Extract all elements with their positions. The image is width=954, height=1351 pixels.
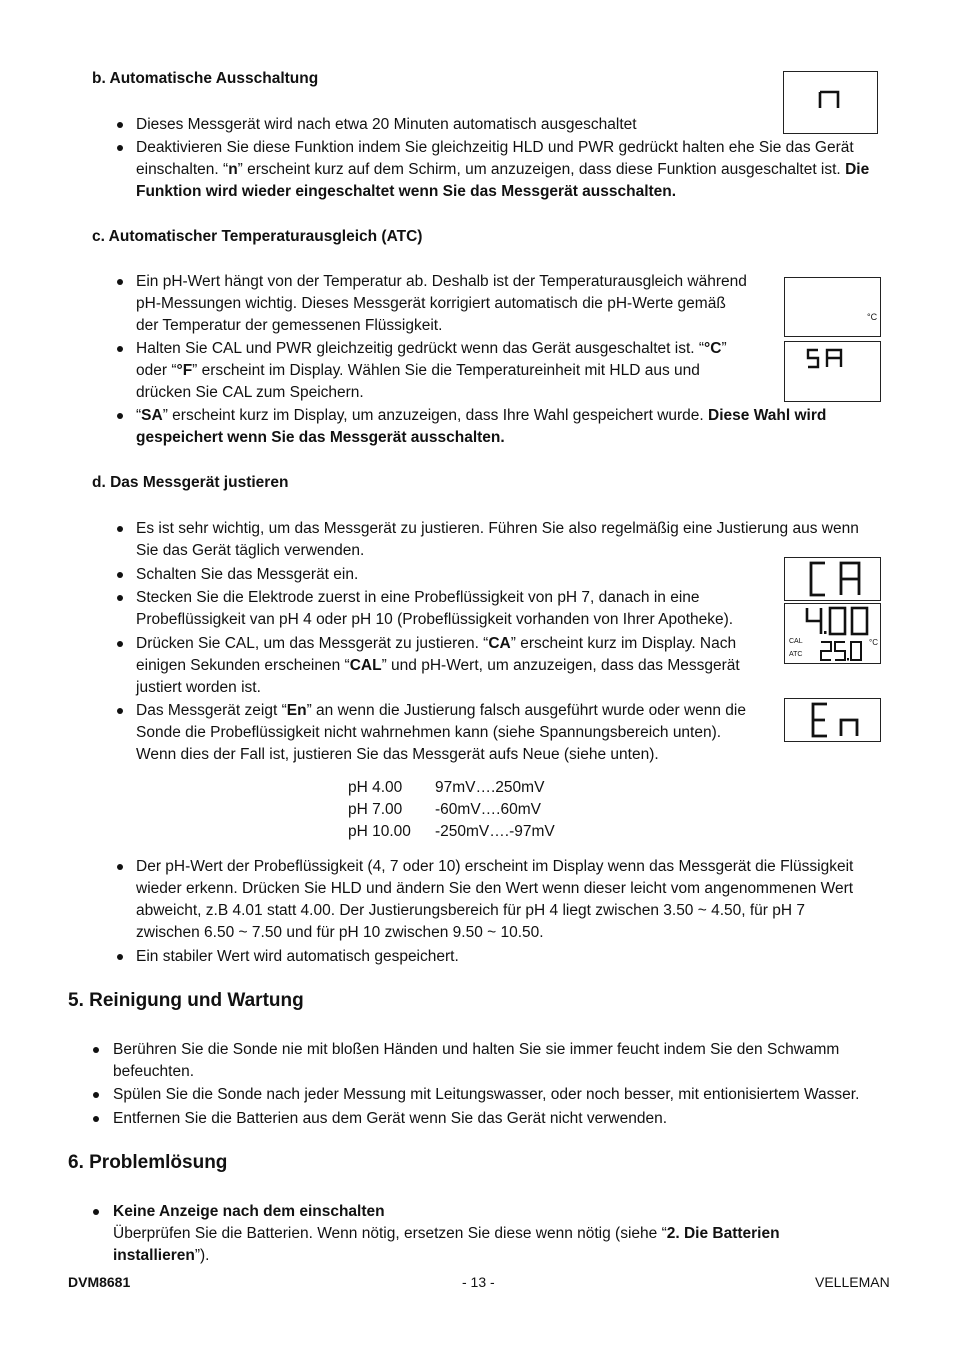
section-b-heading: b. Automatische Ausschaltung bbox=[92, 70, 319, 87]
lcd-display-en bbox=[784, 698, 881, 742]
bullet-dot bbox=[93, 1116, 99, 1122]
section-c-bullet-1-line-2: pH-Messungen wichtig. Dieses Messgerät korrigiert automatisch die pH-Werte gemäß bbox=[136, 295, 726, 312]
bullet-dot bbox=[117, 122, 123, 128]
section-d-bullet-5-line-3: Wenn dies der Fall ist, justieren Sie das Messgerät aufs Neue (siehe unten). bbox=[136, 746, 659, 763]
section-d-bullet-1-line-1: Es ist sehr wichtig, um das Messgerät zu justieren. Führen Sie also regelmäßig eine Justierung aus wenn bbox=[136, 520, 859, 537]
section-d-bullet-6-line-1: Der pH-Wert der Probeflüssigkeit (4, 7 oder 10) erscheint im Display wenn das Messgerät die Flüssigkeit bbox=[136, 858, 854, 875]
lcd-display-n bbox=[783, 71, 878, 134]
section-5-heading: 5. Reinigung und Wartung bbox=[68, 990, 304, 1011]
lcd-segment-ca bbox=[785, 558, 882, 602]
section-c-bullet-2-line-2: oder “°F” erscheint im Display. Wählen Sie die Temperatureinheit mit HLD aus und bbox=[136, 362, 700, 379]
section-d-bullet-4-line-3: justiert worden ist. bbox=[136, 679, 261, 696]
table-ph: pH 7.00 bbox=[348, 801, 403, 818]
lcd-atc-label: ATC bbox=[789, 651, 803, 658]
footer-page-number: - 13 - bbox=[462, 1274, 495, 1290]
section-b-bullet-2-line-1: Deaktivieren Sie diese Funktion indem Sie gleichzeitig HLD und PWR gedrückt halten ehe Sie das Gerät bbox=[136, 139, 854, 156]
section-d-bullet-5-line-1: Das Messgerät zeigt “En” an wenn die Justierung falsch ausgeführt wurde oder wenn die bbox=[136, 702, 746, 719]
section-d-bullet-3-line-2: Probeflüssigkeit van pH 4 oder pH 10 (Probeflüssigkeit vorhanden von Ihrer Apotheke). bbox=[136, 611, 734, 628]
section-c-bullet-1-line-1: Ein pH-Wert hängt von der Temperatur ab. Deshalb ist der Temperaturausgleich während bbox=[136, 273, 747, 290]
lcd-unit-label: °C bbox=[867, 312, 878, 322]
section-d-bullet-6-line-2: wieder erkenn. Drücken Sie HLD und ändern Sie den Wert wenn dieser leicht vom angenommenen Wert bbox=[136, 880, 854, 897]
bullet-dot bbox=[117, 346, 123, 352]
bullet-dot bbox=[93, 1209, 99, 1215]
bullet-dot bbox=[93, 1047, 99, 1053]
section-c-bullet-3-line-2: gespeichert wenn Sie das Messgerät ausschalten. bbox=[136, 429, 505, 446]
section-d-bullet-5-line-2: Sonde die Probeflüssigkeit nicht wahrnehmen kann (siehe Spannungsbereich unten). bbox=[136, 724, 722, 741]
table-range: 97mV….250mV bbox=[435, 779, 545, 796]
section-d-bullet-2: Schalten Sie das Messgerät ein. bbox=[136, 566, 359, 583]
section-c-heading: c. Automatischer Temperaturausgleich (ATC) bbox=[92, 228, 423, 245]
bullet-dot bbox=[117, 526, 123, 532]
section-6-heading: 6. Problemlösung bbox=[68, 1152, 228, 1173]
section-6-bullet-1-title: Keine Anzeige nach dem einschalten bbox=[113, 1203, 385, 1220]
lcd-temp-unit-label: °C bbox=[869, 638, 878, 647]
section-5-bullet-1-line-1: Berühren Sie die Sonde nie mit bloßen Händen und halten Sie sie immer feucht indem Sie den Schwamm bbox=[113, 1041, 840, 1058]
bullet-dot bbox=[117, 413, 123, 419]
section-d-bullet-3-line-1: Stecken Sie die Elektrode zuerst in eine Probeflüssigkeit von pH 7, danach in eine bbox=[136, 589, 700, 606]
section-5-bullet-3: Entfernen Sie die Batterien aus dem Gerät wenn Sie das Gerät nicht verwenden. bbox=[113, 1110, 668, 1127]
bullet-dot bbox=[117, 954, 123, 960]
bullet-dot bbox=[117, 641, 123, 647]
section-b-bullet-2-line-3: Funktion wird wieder eingeschaltet wenn Sie das Messgerät ausschalten. bbox=[136, 183, 677, 200]
section-c-bullet-2-line-1: Halten Sie CAL und PWR gleichzeitig gedrückt wenn das Gerät ausgeschaltet ist. “°C” bbox=[136, 340, 727, 357]
table-range: -250mV….-97mV bbox=[435, 823, 555, 840]
lcd-display-ph-value bbox=[784, 603, 881, 664]
footer-brand: VELLEMAN bbox=[815, 1274, 890, 1290]
section-d-bullet-6-line-4: zwischen 6.50 ~ 7.50 und für pH 10 zwischen 9.50 ~ 10.50. bbox=[136, 924, 544, 941]
section-5-bullet-2: Spülen Sie die Sonde nach jeder Messung mit Leitungswasser, oder noch besser, mit entionisiertem Wasser. bbox=[113, 1086, 860, 1103]
bullet-dot bbox=[117, 595, 123, 601]
section-d-bullet-4-line-1: Drücken Sie CAL, um das Messgerät zu justieren. “CA” erscheint kurz im Display. Nach bbox=[136, 635, 737, 652]
table-range: -60mV….60mV bbox=[435, 801, 541, 818]
lcd-segment-n bbox=[784, 72, 879, 135]
section-d-bullet-7: Ein stabiler Wert wird automatisch gespeichert. bbox=[136, 948, 459, 965]
section-6-bullet-1-line-1: Überprüfen Sie die Batterien. Wenn nötig, ersetzen Sie diese wenn nötig (siehe “2. Die Batterien bbox=[113, 1225, 780, 1242]
section-c-bullet-2-line-3: drücken Sie CAL zum Speichern. bbox=[136, 384, 364, 401]
section-5-bullet-1-line-2: befeuchten. bbox=[113, 1063, 195, 1080]
section-b-bullet-1: Dieses Messgerät wird nach etwa 20 Minuten automatisch ausgeschaltet bbox=[136, 116, 637, 133]
footer-model: DVM8681 bbox=[68, 1274, 131, 1290]
bullet-dot bbox=[117, 572, 123, 578]
lcd-display-sa bbox=[784, 341, 881, 402]
section-d-heading: d. Das Messgerät justieren bbox=[92, 474, 289, 491]
bullet-dot bbox=[93, 1092, 99, 1098]
lcd-segment-sa bbox=[785, 342, 882, 403]
section-d-bullet-6-line-3: abweicht, z.B 4.01 statt 4.00. Der Justierungsbereich für pH 4 liegt zwischen 3.50 ~ 4.50, für pH 7 bbox=[136, 902, 806, 919]
table-ph: pH 4.00 bbox=[348, 779, 403, 796]
lcd-display-unit bbox=[784, 277, 881, 337]
lcd-cal-label: CAL bbox=[789, 638, 803, 645]
bullet-dot bbox=[117, 279, 123, 285]
section-6-bullet-1-line-2: installieren”). bbox=[113, 1247, 210, 1264]
section-d-bullet-1-line-2: Sie das Gerät täglich verwenden. bbox=[136, 542, 365, 559]
bullet-dot bbox=[117, 708, 123, 714]
section-c-bullet-3-line-1: “SA” erscheint kurz im Display, um anzuzeigen, dass Ihre Wahl gespeichert wurde. Diese Wahl wird bbox=[136, 407, 827, 424]
section-d-bullet-4-line-2: einigen Sekunden erscheinen “CAL” und pH-Wert, um anzuzeigen, dass das Messgerät bbox=[136, 657, 740, 674]
bullet-dot bbox=[117, 864, 123, 870]
lcd-segment-en bbox=[785, 699, 882, 743]
table-ph: pH 10.00 bbox=[348, 823, 411, 840]
lcd-display-ca bbox=[784, 557, 881, 601]
section-c-bullet-1-line-3: der Temperatur der gemessenen Flüssigkeit. bbox=[136, 317, 443, 334]
bullet-dot bbox=[117, 145, 123, 151]
section-b-bullet-2-line-2: einschalten. “n” erscheint kurz auf dem Schirm, um anzuzeigen, dass diese Funktion ausgeschaltet ist. Die bbox=[136, 161, 870, 178]
